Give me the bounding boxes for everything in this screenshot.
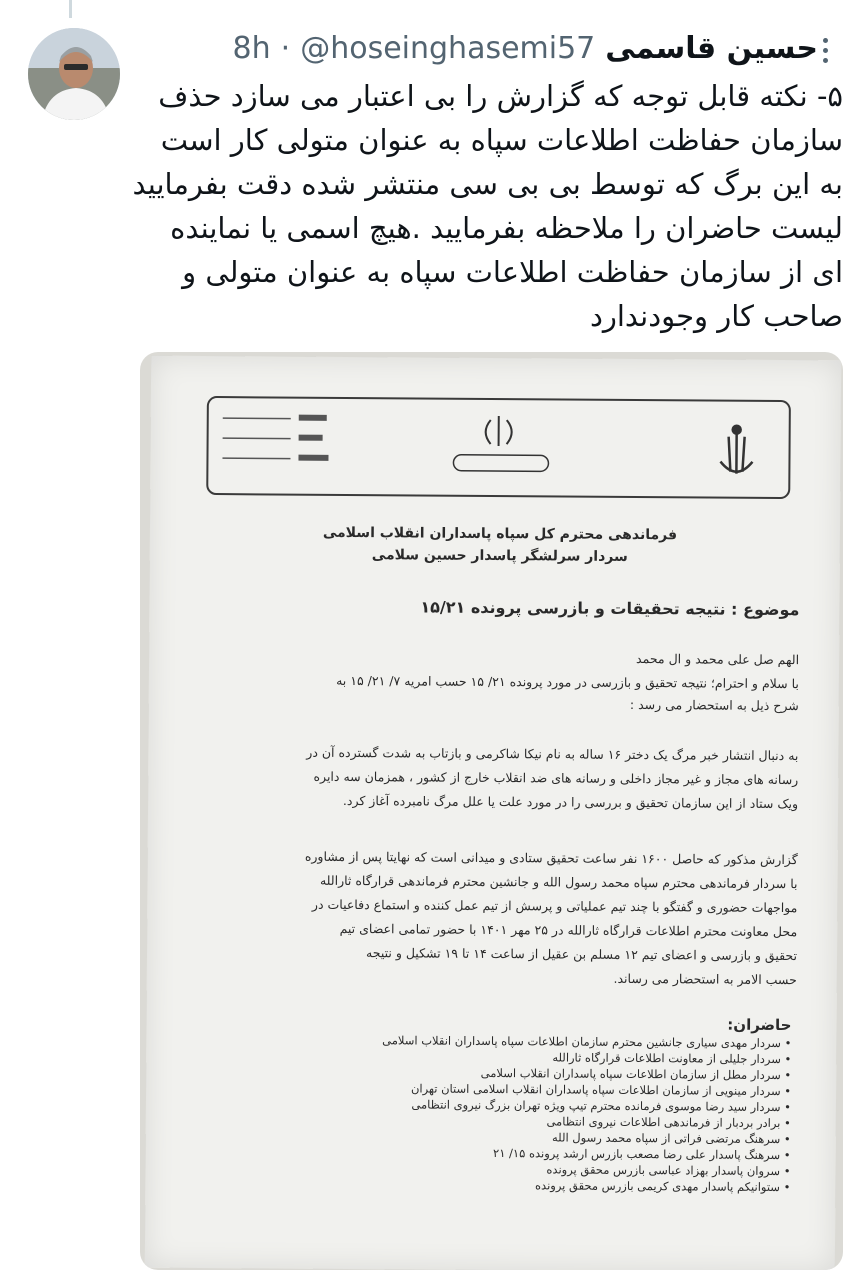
irgc-emblem-icon [720, 426, 752, 474]
intro-line: با سلام و احترام؛ نتیجه تحقیق و بازرسی در مورد پرونده ۲۱/ ۱۵ حسب امریه ۷/ ۲۱/ ۱۵ به [336, 672, 799, 692]
attendees-title: حاضران: [727, 1015, 792, 1035]
salutation: الهم صل علی محمد و ال محمد [636, 650, 800, 668]
more-vertical-icon [823, 38, 828, 43]
tweet-text-line: ۵- نکته قابل توجه که گزارش را بی اعتبار می سازد حذف [158, 79, 843, 113]
paragraph-line: محل معاونت محترم اطلاعات قرارگاه ثارالله در ۲۵ مهر ۱۴۰۱ با حضور تمامی اعضای تیم [339, 920, 798, 940]
tweet-media-image[interactable] [140, 352, 843, 1270]
tweet-text-line: سازمان حفاظت اطلاعات سپاه به عنوان متولی کار است [160, 123, 843, 157]
paragraph-line: با سردار فرماندهی محترم سپاه محمد رسول الله و جانشین محترم فرماندهی قرارگاه ثارالله [319, 872, 798, 892]
letterhead-box [206, 396, 791, 499]
attendee-item: • سروان پاسدار بهزاد عباسی بازرس محقق پرونده [546, 1162, 791, 1179]
paragraph-line: رسانه های مجاز و غیر مجاز داخلی و رسانه های ضد انقلاب خارج از کشور ، همزمان سه دایره [313, 768, 799, 788]
avatar[interactable] [28, 28, 120, 120]
attendee-item: • سرهنگ پاسدار علی رضا مصعب بازرس ارشد پرونده ۱۵/ ۲۱ [493, 1146, 791, 1163]
attendee-item: • ستوانیکم پاسدار مهدی کریمی بازرس محقق پرونده [534, 1178, 791, 1195]
tweet-text-line: صاحب کار وجودندارد [589, 299, 843, 333]
document-page [145, 356, 841, 1270]
tweet-header [140, 22, 818, 74]
attendee-item: • سردار مینویی از سازمان اطلاعات سپاه پاسداران انقلاب اسلامی استان تهران [410, 1081, 792, 1099]
more-options-button[interactable] [812, 30, 838, 70]
avatar-photo [28, 28, 120, 120]
timestamp[interactable]: 8h [232, 30, 271, 66]
attendee-item: • برادر بردبار از فرماندهی اطلاعات نیروی انتظامی [546, 1114, 791, 1131]
attendee-item: • سردار سید رضا موسوی فرمانده محترم تیپ ویژه تهران بزرگ نیروی انتظامی [411, 1097, 792, 1115]
attendee-item: • سردار جلیلی از معاونت اطلاعات قرارگاه ثارالله [552, 1050, 792, 1067]
intro-line: شرح ذیل به استحضار می رسد : [629, 696, 799, 714]
addressee-line-2: سردار سرلشگر پاسدار حسین سلامی [371, 547, 628, 565]
author-name[interactable]: حسین قاسمی [605, 30, 818, 66]
tweet-text [132, 74, 843, 338]
attendee-item: • سرهنگ مرتضی فراتی از سپاه محمد رسول الله [551, 1130, 791, 1147]
paragraph-line: ویک ستاد از این سازمان تحقیق و بررسی را در مورد علت یا علل مرگ نامبرده آغاز کرد. [342, 792, 799, 812]
addressee-line-1: فرماندهی محترم کل سپاه پاسداران انقلاب اسلامی [322, 524, 678, 544]
attendee-item: • سردار مهدی سیاری جانشین محترم سازمان اطلاعات سپاه پاسداران انقلاب اسلامی [382, 1033, 792, 1051]
author-handle[interactable]: @hoseinghasemi57 [300, 30, 596, 66]
iran-emblem-icon [486, 416, 512, 446]
attendee-item: • سردار مطل از سازمان اطلاعات سپاه پاسداران انقلاب اسلامی [480, 1065, 792, 1083]
paragraph-line: گزارش مذکور که حاصل ۱۶۰۰ نفر ساعت تحقیق ستادی و میدانی است که نهایتا پس از مشاوره [304, 848, 798, 868]
tweet-text-line: لیست حاضران را ملاحظه بفرمایید .هیچ اسمی یا نماینده [170, 211, 843, 245]
tweet-text-line: به این برگ که توسط بی بی سی منتشر شده دقت بفرمایید [132, 167, 843, 201]
paragraph-line: تحقیق و بازرسی و اعضای تیم ۱۲ مسلم بن عقیل از ساعت ۱۴ تا ۱۹ تشکیل و نتیجه [366, 945, 798, 964]
document-subject: موضوع : نتیجه تحقیقات و بازرسی پرونده ۱۵/۲۱ [420, 597, 800, 620]
thread-connector-line [69, 0, 72, 18]
paragraph-line: مواجهات حضوری و گفتگو با چند تیم عملیاتی و پرسش از تیم عمل کننده و استماع دفاعیات در [311, 896, 798, 916]
separator-dot: · [280, 30, 291, 66]
letterhead-graphics [208, 398, 789, 497]
paragraph-line: به دنبال انتشار خبر مرگ یک دختر ۱۶ ساله به نام نیکا شاکرمی و بازتاب به شدت گسترده آن در [306, 744, 799, 764]
paragraph-line: حسب الامر به استحضار می رساند. [613, 970, 797, 988]
tweet-text-line: ای از سازمان حفاظت اطلاعات سپاه به عنوان متولی و [182, 255, 843, 289]
